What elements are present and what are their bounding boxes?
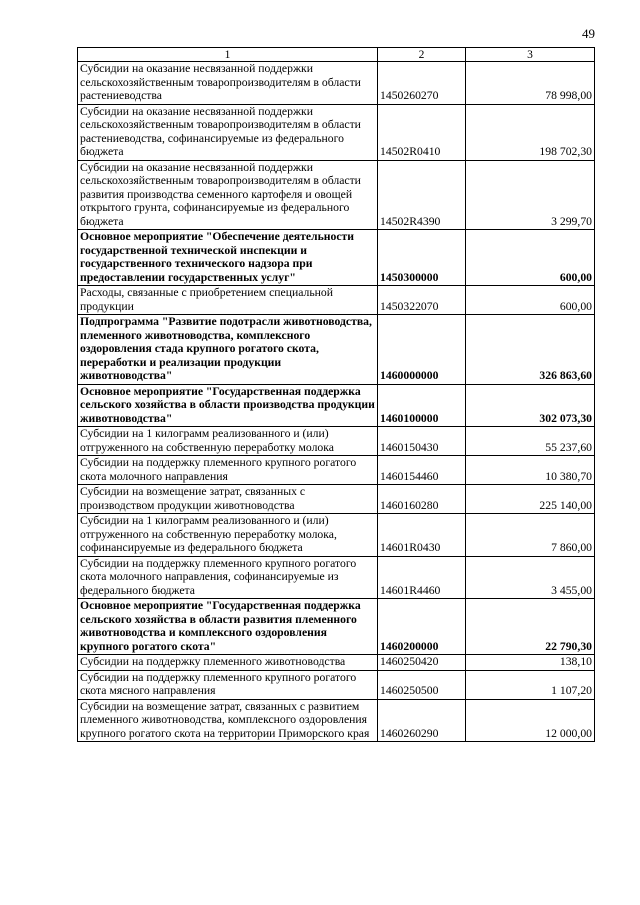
row-amount-cell: 10 380,70 — [466, 456, 595, 485]
row-name-cell: Субсидии на поддержку племенного крупного рогатого скота молочного направления, софинансируемые из федерального бюджета — [78, 556, 378, 599]
row-amount-cell: 1 107,20 — [466, 670, 595, 699]
row-name-cell: Субсидии на поддержку племенного крупного рогатого скота молочного направления — [78, 456, 378, 485]
table-row — [78, 655, 595, 671]
row-amount-cell: 3 455,00 — [466, 556, 595, 599]
row-name-cell: Расходы, связанные с приобретением специальной продукции — [78, 286, 378, 315]
table-row — [78, 670, 595, 699]
table-row — [78, 230, 595, 286]
row-amount-cell: 326 863,60 — [466, 315, 595, 385]
row-amount-cell: 600,00 — [466, 286, 595, 315]
row-name-cell: Основное мероприятие "Государственная поддержка сельского хозяйства в области производства продукции животноводства" — [78, 384, 378, 427]
row-name-cell: Субсидии на оказание несвязанной поддержки сельскохозяйственным товаропроизводителям в области растениеводства, софинансируемые из федерального бюджета — [78, 104, 378, 160]
table-row — [78, 62, 595, 105]
row-code-cell: 1460250420 — [378, 655, 466, 671]
row-code-cell: 1450260270 — [378, 62, 466, 105]
row-amount-cell: 12 000,00 — [466, 699, 595, 742]
row-amount-cell: 302 073,30 — [466, 384, 595, 427]
row-amount-cell: 22 790,30 — [466, 599, 595, 655]
header-column-1: 1 — [78, 48, 378, 62]
table-row — [78, 456, 595, 485]
budget-table — [77, 47, 595, 742]
row-name-cell: Субсидии на оказание несвязанной поддержки сельскохозяйственным товаропроизводителям в области растениеводства — [78, 62, 378, 105]
table-row — [78, 427, 595, 456]
row-name-cell: Субсидии на возмещение затрат, связанных с развитием племенного животноводства, комплексного оздоровления крупного рогатого скота на территории Приморского края — [78, 699, 378, 742]
row-code-cell: 14502R0410 — [378, 104, 466, 160]
table-row — [78, 104, 595, 160]
header-row — [78, 48, 595, 62]
row-name-cell: Субсидии на 1 килограмм реализованного и (или) отгруженного на собственную переработку молока — [78, 427, 378, 456]
row-code-cell: 1450322070 — [378, 286, 466, 315]
table-row — [78, 160, 595, 230]
table-row — [78, 485, 595, 514]
row-code-cell: 1460260290 — [378, 699, 466, 742]
table-row — [78, 514, 595, 557]
row-code-cell: 1450300000 — [378, 230, 466, 286]
row-name-cell: Основное мероприятие "Государственная поддержка сельского хозяйства в области развития племенного животноводства и комплексного оздоровления крупного рогатого скота" — [78, 599, 378, 655]
table-row — [78, 384, 595, 427]
row-amount-cell: 225 140,00 — [466, 485, 595, 514]
row-name-cell: Субсидии на 1 килограмм реализованного и (или) отгруженного на собственную переработку молока, софинансируемые из федерального бюджета — [78, 514, 378, 557]
table-body — [78, 62, 595, 742]
row-amount-cell: 55 237,60 — [466, 427, 595, 456]
row-amount-cell: 198 702,30 — [466, 104, 595, 160]
row-name-cell: Субсидии на оказание несвязанной поддержки сельскохозяйственным товаропроизводителям в области развития производства семенного картофеля и овощей открытого грунта, софинансируемые из федерального бюджета — [78, 160, 378, 230]
row-code-cell: 1460000000 — [378, 315, 466, 385]
row-name-cell: Субсидии на поддержку племенного животноводства — [78, 655, 378, 671]
page-number: 49 — [582, 26, 595, 41]
row-code-cell: 14502R4390 — [378, 160, 466, 230]
row-code-cell: 1460250500 — [378, 670, 466, 699]
row-code-cell: 1460150430 — [378, 427, 466, 456]
row-amount-cell: 138,10 — [466, 655, 595, 671]
row-code-cell: 14601R4460 — [378, 556, 466, 599]
table-header — [78, 48, 595, 62]
header-column-3: 3 — [466, 48, 595, 62]
header-column-2: 2 — [378, 48, 466, 62]
row-name-cell: Субсидии на поддержку племенного крупного рогатого скота мясного направления — [78, 670, 378, 699]
table-row — [78, 556, 595, 599]
table-row — [78, 699, 595, 742]
row-amount-cell: 78 998,00 — [466, 62, 595, 105]
row-code-cell: 1460160280 — [378, 485, 466, 514]
row-code-cell: 14601R0430 — [378, 514, 466, 557]
row-amount-cell: 3 299,70 — [466, 160, 595, 230]
table-row — [78, 315, 595, 385]
row-code-cell: 1460154460 — [378, 456, 466, 485]
row-name-cell: Субсидии на возмещение затрат, связанных с производством продукции животноводства — [78, 485, 378, 514]
row-amount-cell: 600,00 — [466, 230, 595, 286]
table-row — [78, 599, 595, 655]
row-amount-cell: 7 860,00 — [466, 514, 595, 557]
row-code-cell: 1460100000 — [378, 384, 466, 427]
table-row — [78, 286, 595, 315]
row-name-cell: Подпрограмма "Развитие подотрасли животноводства, племенного животноводства, комплексного оздоровления стада крупного рогатого скота, переработки и реализации продукции животноводства" — [78, 315, 378, 385]
row-name-cell: Основное мероприятие "Обеспечение деятельности государственной технической инспекции и государственного технического надзора при предоставлении государственных услуг" — [78, 230, 378, 286]
row-code-cell: 1460200000 — [378, 599, 466, 655]
